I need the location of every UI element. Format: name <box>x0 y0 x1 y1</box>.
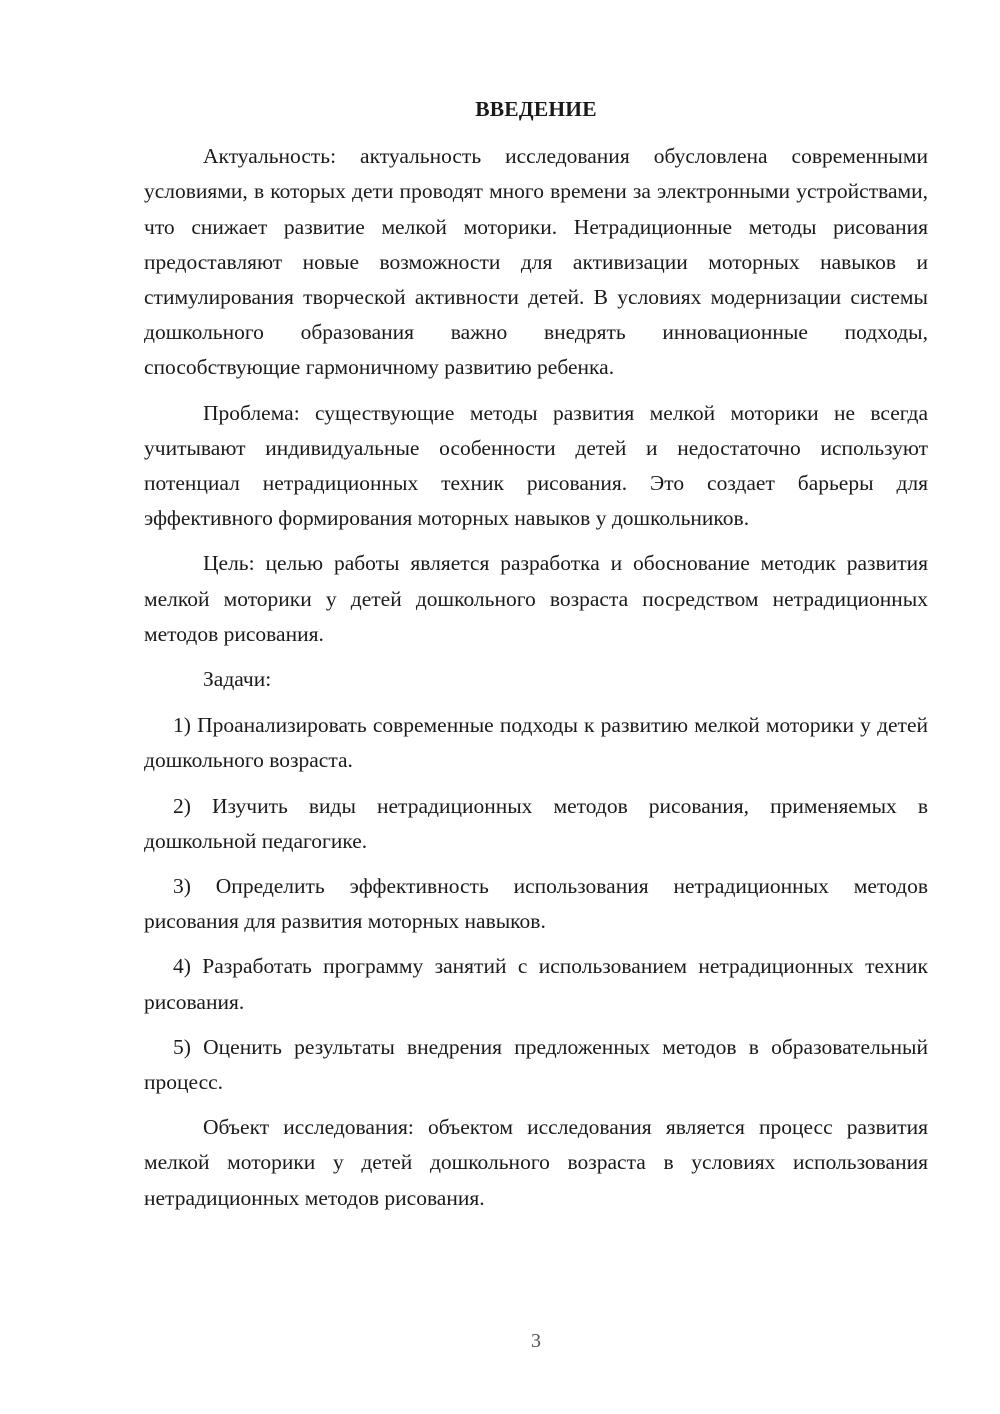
page-number: 3 <box>531 1330 541 1352</box>
goal-paragraph: Цель: целью работы является разработка и обоснование методик развития мелкой моторики у детей дошкольного возраста посредством нетрадиционных методов рисования. <box>144 551 928 646</box>
problem-paragraph: Проблема: существующие методы развития мелкой моторики не всегда учитывают индивидуальные особенности детей и недостаточно используют потенциал нетрадиционных техник рисования. Это создает барьеры для эффективного формирования моторных навыков у дошкольников. <box>144 400 928 531</box>
task-item: 2) Изучить виды нетрадиционных методов рисования, применяемых в дошкольной педагогике. <box>144 793 928 853</box>
task-item: 4) Разработать программу занятий с использованием нетрадиционных техник рисования. <box>144 954 928 1014</box>
task-item: 3) Определить эффективность использования нетрадиционных методов рисования для развития моторных навыков. <box>144 874 928 934</box>
task-item: 1) Проанализировать современные подходы к развитию мелкой моторики у детей дошкольного возраста. <box>144 713 928 773</box>
task-list <box>144 708 928 1100</box>
tasks-label: Задачи: <box>203 667 272 692</box>
task-item: 5) Оценить результаты внедрения предложенных методов в образовательный процесс. <box>144 1034 928 1095</box>
object-paragraph: Объект исследования: объектом исследования является процесс развития мелкой моторики у детей дошкольного возраста в условиях использования нетрадиционных методов рисования. <box>144 1115 928 1210</box>
document-body <box>144 92 928 1226</box>
relevance-paragraph: Актуальность: актуальность исследования обусловлена современными условиями, в которых дети проводят много времени за электронными устройствами, что снижает развитие мелкой моторики. Нетрадиционные методы рисования предоставляют новые возможности для активизации моторных навыков и стимулирования творческой активности детей. В условиях модернизации системы дошкольного образования важно внедрять инновационные подходы, способствующие гармоничному развитию ребенка. <box>144 144 928 380</box>
section-heading: ВВЕДЕНИЕ <box>475 97 597 121</box>
